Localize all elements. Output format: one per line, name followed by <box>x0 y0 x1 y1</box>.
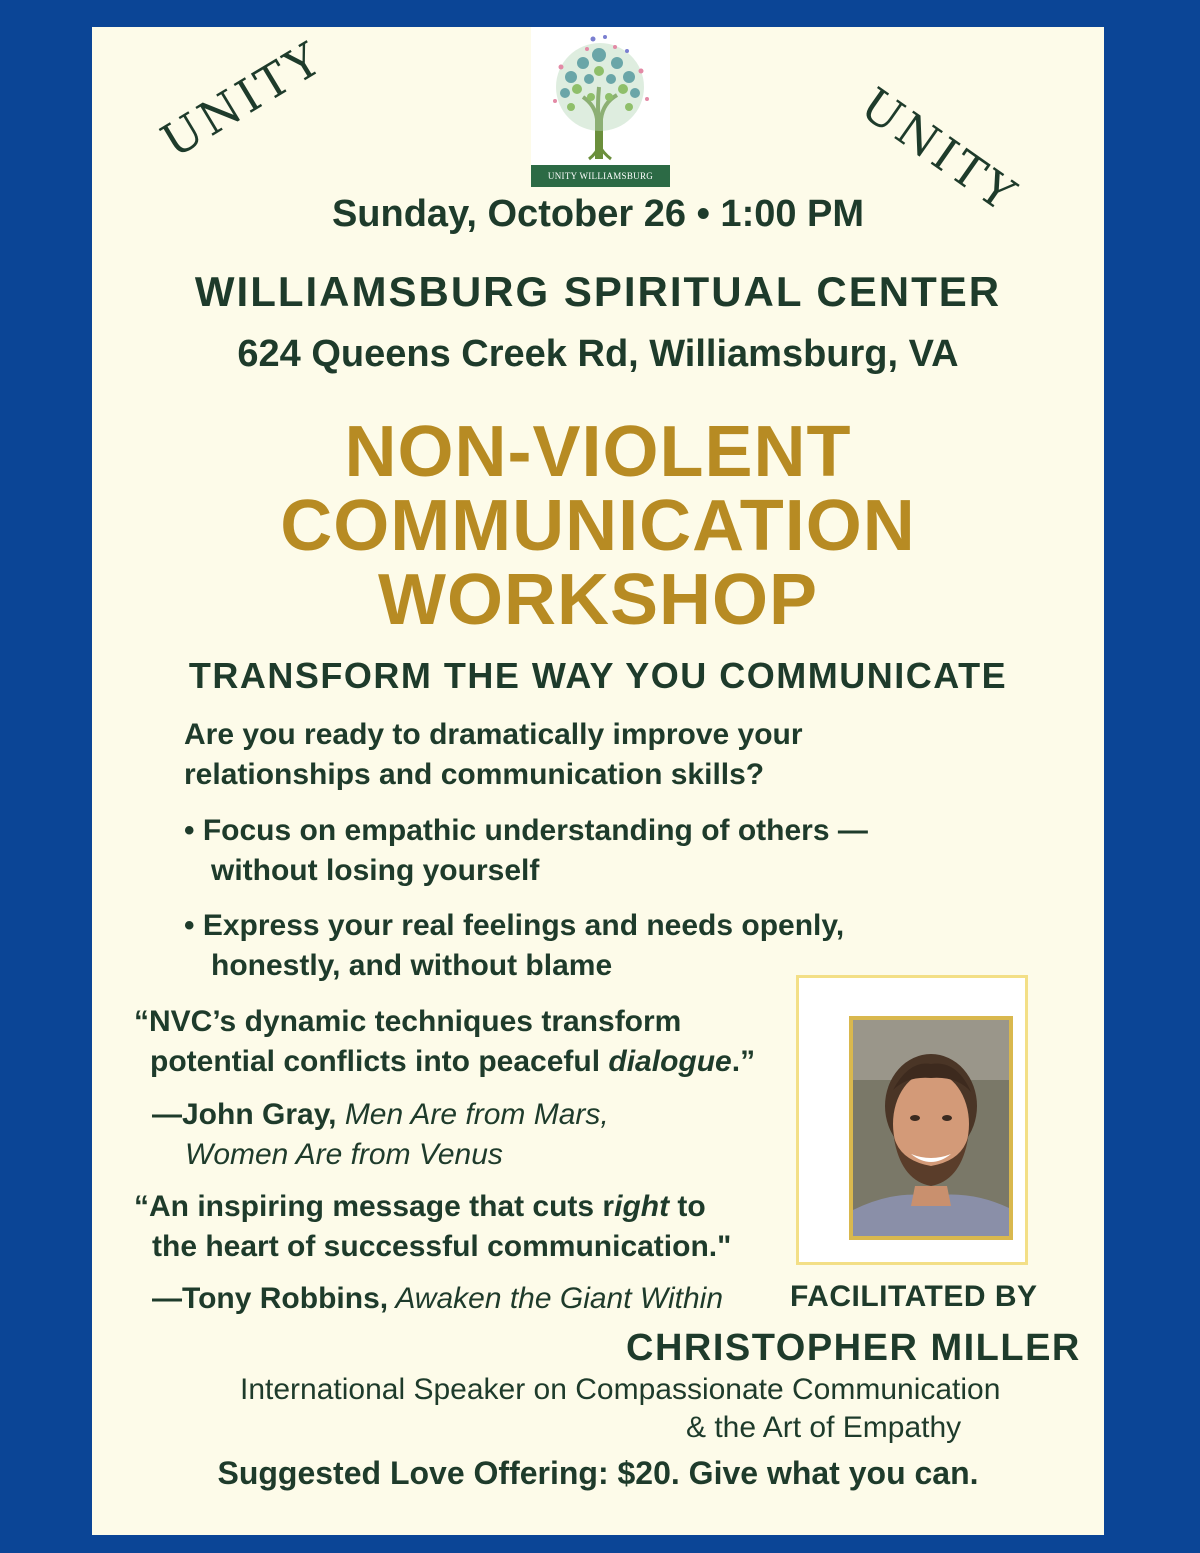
event-date-time: Sunday, October 26 • 1:00 PM <box>331 193 865 235</box>
quote-1-line-1: “NVC’s dynamic techniques transform <box>134 1005 682 1038</box>
quote-2-line-1 <box>134 1187 706 1227</box>
intro-line-2: relationships and communication skills? <box>184 758 765 791</box>
bullet-1-line-2: without losing yourself <box>211 854 540 887</box>
quote-1-close: .” <box>731 1045 756 1078</box>
facilitator-portrait-image <box>853 1020 1009 1236</box>
facilitator-role-line-1: International Speaker on Compassionate Communication <box>240 1373 1001 1406</box>
quote-2-text: “An inspiring message that cuts r <box>134 1190 615 1223</box>
title-line-1: NON-VIOLENT <box>344 412 852 492</box>
unity-left-arc-text: UNITY <box>152 30 333 169</box>
quote-2-emphasis: ight <box>614 1190 670 1223</box>
quote-2-line-2: the heart of successful communication." <box>152 1230 732 1263</box>
quote-2-author: —Tony Robbins, <box>152 1282 389 1315</box>
quote-2-attribution <box>152 1279 723 1319</box>
event-venue: WILLIAMSBURG SPIRITUAL CENTER <box>194 268 1002 315</box>
bullet-2-line-2: honestly, and without blame <box>211 949 613 982</box>
title-line-2: COMMUNICATION <box>280 486 916 566</box>
quote-1-line-2 <box>150 1042 755 1082</box>
facilitator-photo-frame <box>796 975 1028 1265</box>
event-address: 624 Queens Creek Rd, Williamsburg, VA <box>237 333 959 375</box>
quote-1-source: Men Are from Mars, <box>336 1098 609 1131</box>
unity-right-arc-text: UNITY <box>851 77 1029 224</box>
quote-1-attribution <box>152 1095 609 1135</box>
quote-1-source-line-2: Women Are from Venus <box>185 1138 503 1171</box>
suggested-offering: Suggested Love Offering: $20. Give what you can. <box>217 1455 979 1491</box>
quote-1-text: potential conflicts into peaceful <box>150 1045 609 1078</box>
flyer-page <box>92 27 1104 1535</box>
logo-caption: UNITY WILLIAMSBURG <box>531 165 670 187</box>
quote-2-text-end: to <box>669 1190 706 1223</box>
facilitator-role-line-2: & the Art of Empathy <box>686 1411 962 1444</box>
intro-line-1: Are you ready to dramatically improve your <box>184 718 803 751</box>
facilitator-name: CHRISTOPHER MILLER <box>626 1327 1081 1369</box>
bullet-2-line-1: • Express your real feelings and needs openly, <box>184 909 845 942</box>
tree-of-life-icon <box>531 27 670 165</box>
quote-1-author: —John Gray, <box>152 1098 337 1131</box>
tagline: TRANSFORM THE WAY YOU COMMUNICATE <box>188 655 1008 696</box>
facilitated-by-label: FACILITATED BY <box>790 1280 1038 1313</box>
facilitator-photo <box>849 1016 1013 1240</box>
quote-2-source: Awaken the Giant Within <box>388 1282 724 1315</box>
quote-1-emphasis: dialogue <box>608 1045 732 1078</box>
title-line-3: WORKSHOP <box>378 560 818 640</box>
unity-williamsburg-logo <box>531 27 670 187</box>
bullet-1-line-1: • Focus on empathic understanding of others — <box>184 814 868 847</box>
